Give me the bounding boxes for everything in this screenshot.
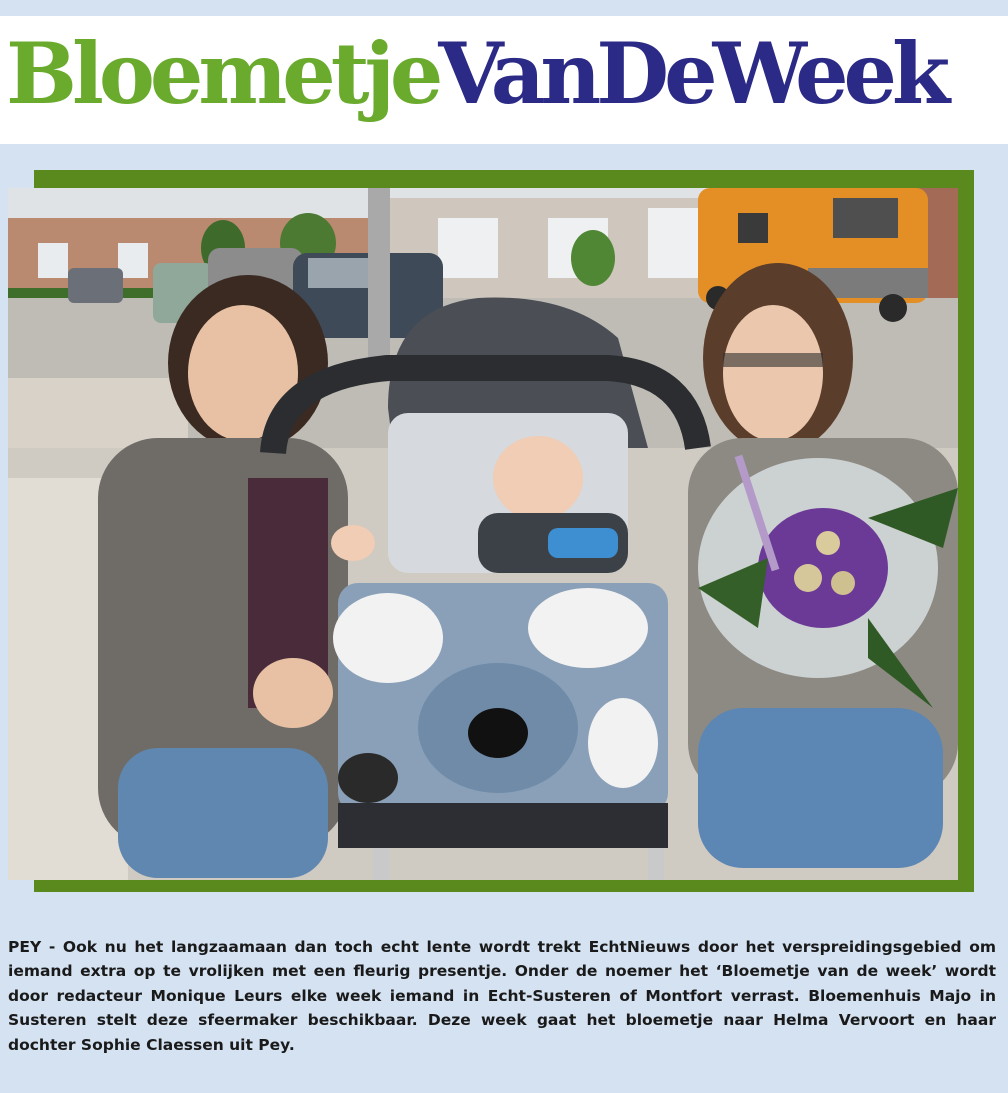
title-part-vandeweek: VanDeWeek [438,24,946,123]
title-part-bloemetje: Bloemetje [6,24,439,123]
page-title [6,24,945,124]
article-caption: PEY - Ook nu het langzaamaan dan toch echt lente wordt trekt EchtNieuws door het verspreidingsgebied om iemand extra op te vrolijken met een fleurig presentje. Onder de noemer het ‘Bloemetje van de week’ wordt door redacteur Monique Leurs elke week iemand in Echt-Susteren of Montfort verrast. Bloemenhuis Majo in Susteren stelt deze sfeermaker beschikbaar. Deze week gaat het bloemetje naar Helma Vervoort en haar dochter Sophie Claessen uit Pey. [8,937,996,1054]
top-strip [0,0,1008,16]
masthead [0,16,1008,144]
photo-illustration-icon [8,188,958,880]
article-panel [0,144,1008,1093]
article-photo [8,188,958,880]
